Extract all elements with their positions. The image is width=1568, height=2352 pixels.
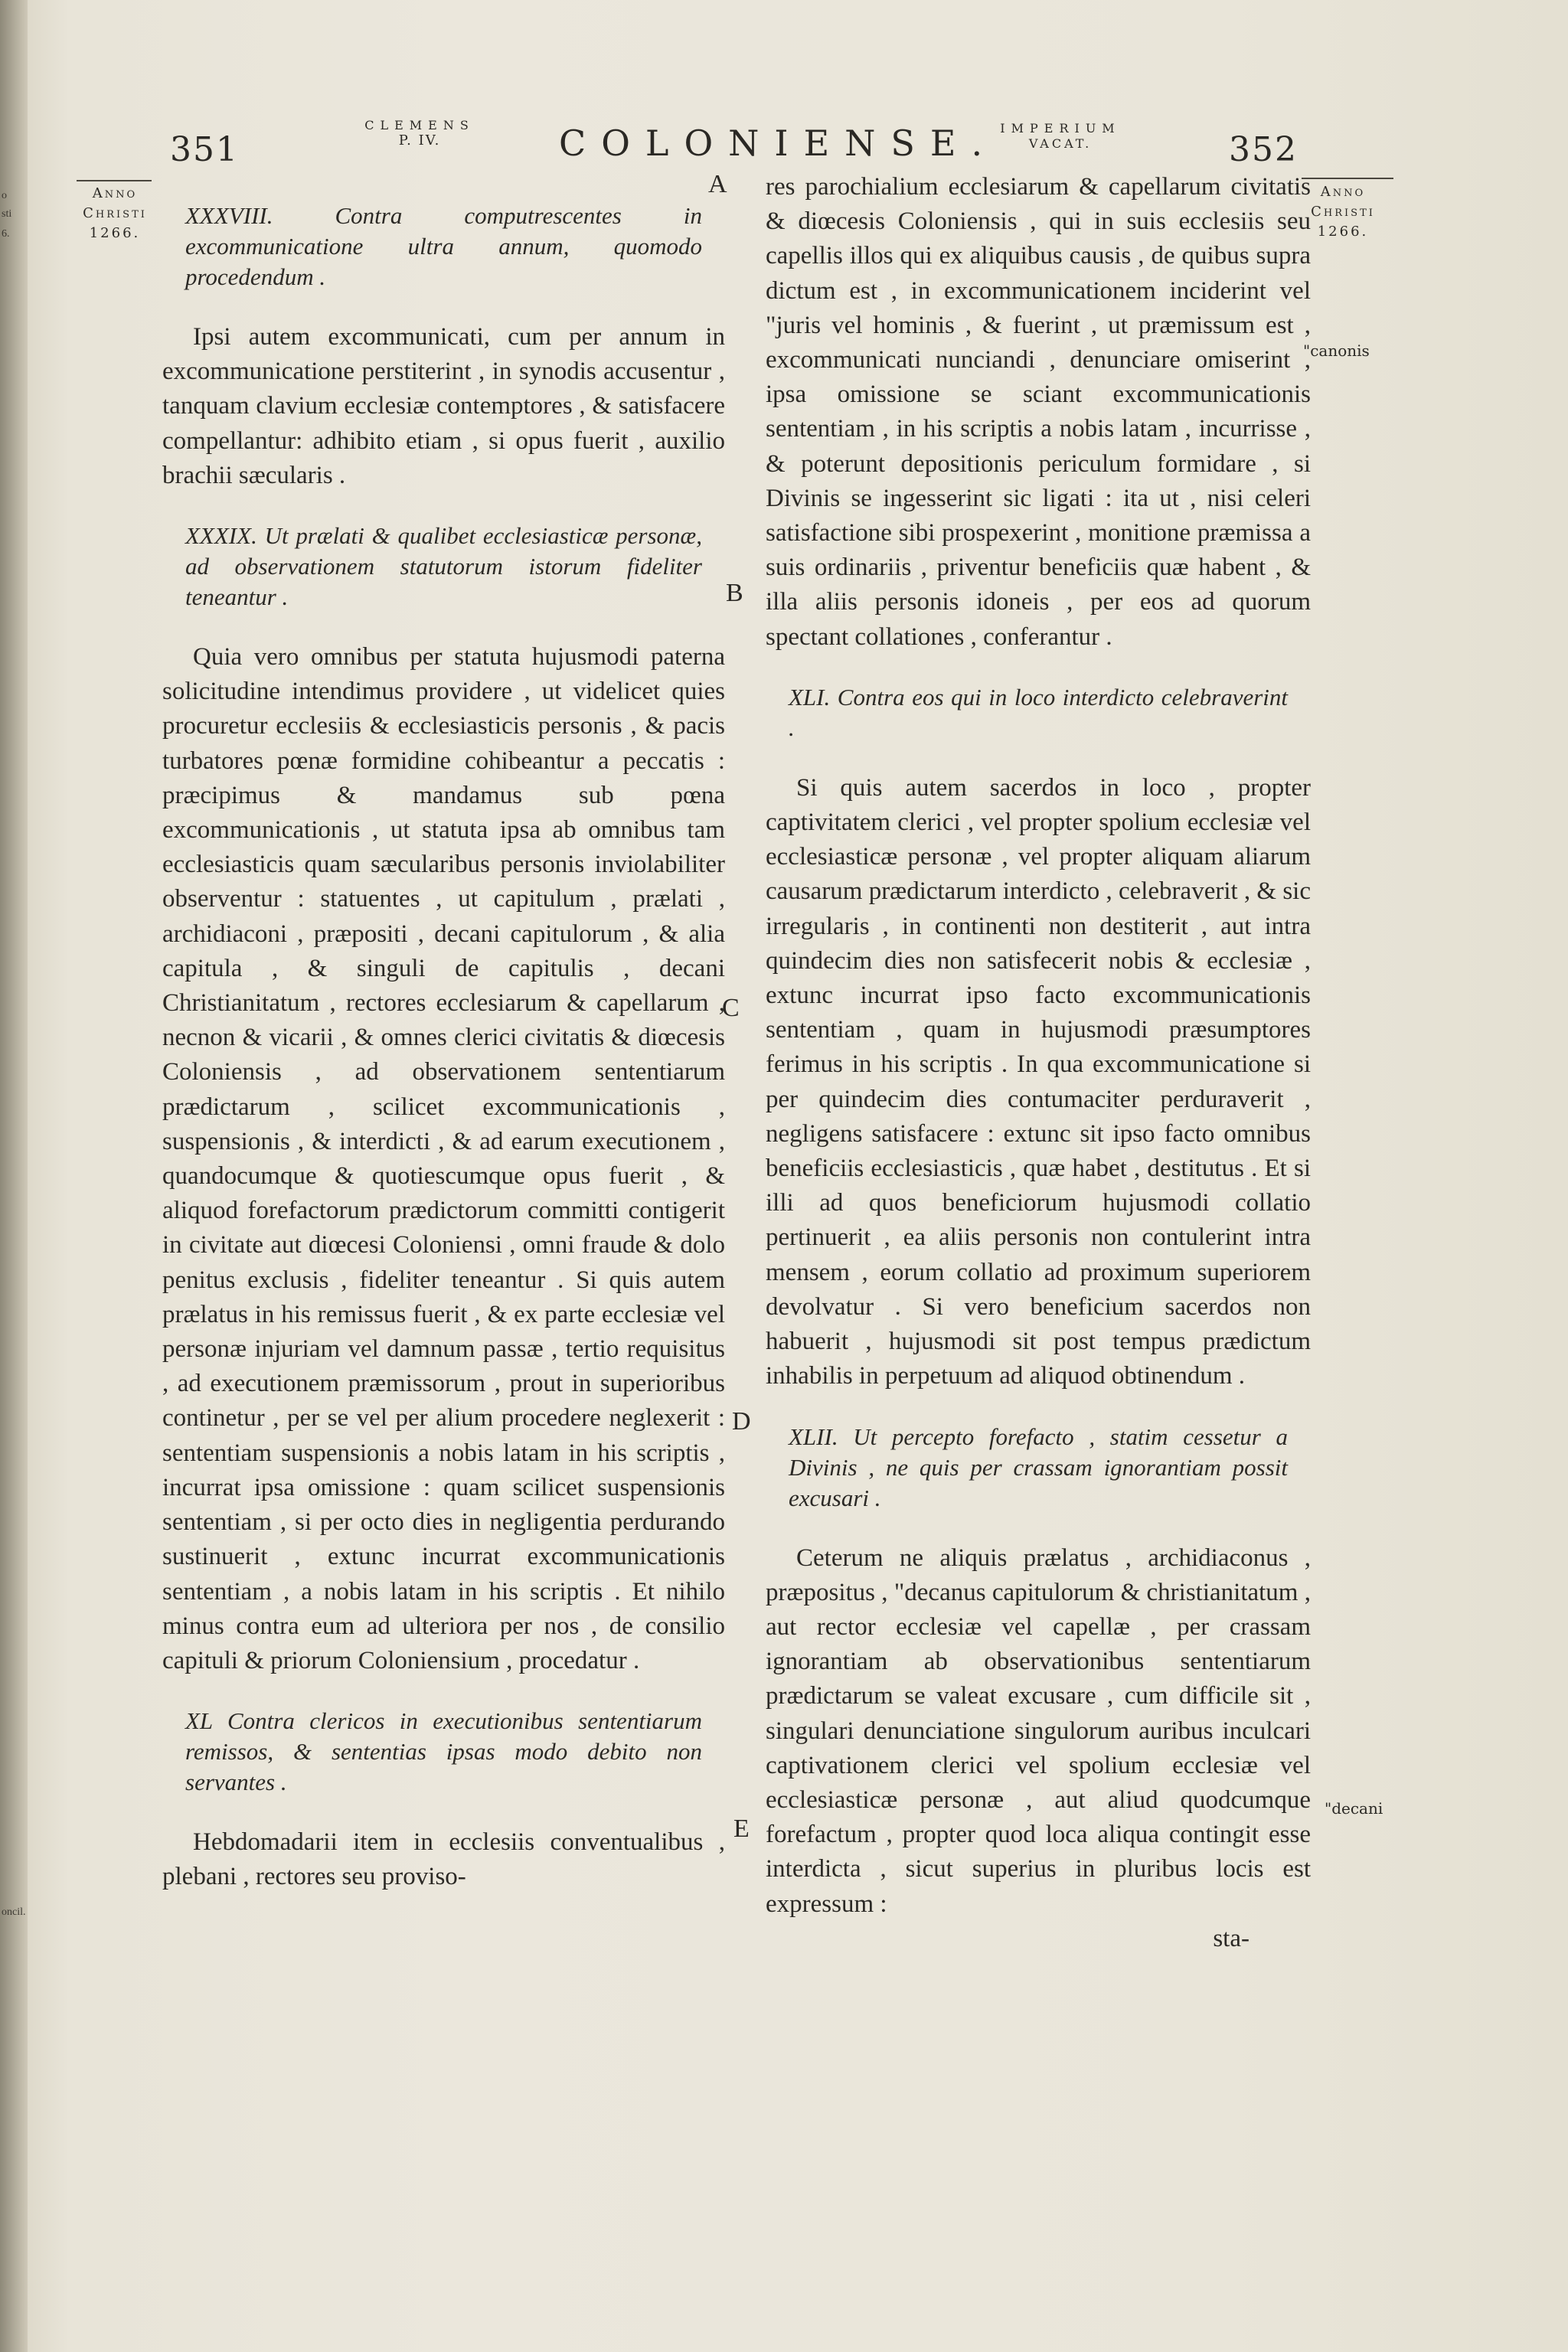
chapter-heading-41: XLI. Contra eos qui in loco interdicto celebraverint . bbox=[789, 683, 1288, 741]
page-number-right: 352 bbox=[1229, 130, 1298, 169]
pope-number: P. IV. bbox=[398, 132, 441, 149]
right-column bbox=[766, 170, 1311, 1956]
christi-label: Christi bbox=[83, 205, 147, 221]
strip-text: oncil. bbox=[2, 1906, 26, 1918]
chapter-heading-39: XXXIX. Ut prælati & qualibet ecclesiasticæ personæ, ad observationem statutorum istorum fideliter teneantur . bbox=[185, 522, 702, 611]
section-letter-a: A bbox=[708, 170, 727, 198]
spacer bbox=[766, 1514, 1311, 1541]
margin-variant-canonis: "canonis bbox=[1303, 341, 1370, 360]
chapter-text-40-start: Hebdomadarii item in ecclesiis conventualibus , plebani , rectores seu proviso- bbox=[162, 1828, 725, 1891]
chapter-heading-38: XXXVIII. Contra computrescentes in excommunicatione ultra annum, quomodo procedendum . bbox=[185, 202, 702, 290]
margin-rule-left bbox=[77, 180, 152, 181]
chapter-text-40-cont: res parochialium ecclesiarum & capellarum civitatis & diœcesis Coloniensis , qui in suis ecclesiis seu capellis illos qui ex aliquibus causis , de quibus supra dictum est , in excommunicationem inciderint vel "juris vel hominis , & fuerint , ut præmissum est , excommunicati nunciandi , denunciare omiserint , ipsa omissione se sciant excommunicationis sententiam , in his scriptis a nobis latam , incurrisse , & poterunt depositionis periculum formidare , si Divinis se ingesserint sic ligati : ita ut , nisi celeri satisfactione sibi prospexerint , monitione præmissa a suis ordinariis , priventur beneficiis quæ habent , & illa aliis personis idoneis , per eos ad quorum spectant collationes , conferantur . bbox=[766, 173, 1311, 651]
margin-variant-decani: "decani bbox=[1325, 1799, 1383, 1818]
chapter-heading-42: XLII. Ut percepto forefacto , statim cessetur a Divinis , ne quis per crassam ignorantiam possit excusari . bbox=[789, 1423, 1288, 1511]
page-header bbox=[0, 115, 1568, 176]
strip-text: sti bbox=[2, 208, 12, 220]
margin-year-right bbox=[1302, 182, 1384, 242]
section-letter-e: E bbox=[733, 1815, 750, 1843]
chapter-heading-40: XL Contra clericos in executionibus sententiarum remissos, & sententias ipsas modo debito non servantes . bbox=[185, 1707, 702, 1796]
year-label: 1266. bbox=[89, 225, 141, 241]
spacer bbox=[766, 655, 1311, 682]
spacer bbox=[766, 743, 1311, 771]
spacer bbox=[162, 493, 725, 521]
year-label: 1266. bbox=[1317, 224, 1369, 240]
empire-status: VACAT. bbox=[1028, 136, 1093, 151]
empire-name: IMPERIUM bbox=[1000, 121, 1121, 136]
section-letter-d: D bbox=[732, 1407, 751, 1436]
chapter-text-41: Si quis autem sacerdos in loco , propter captivitatem clerici , vel propter spolium ecclesiæ vel ecclesiasticæ personæ , vel propter aliquam aliarum causarum prædictarum interdicto , celebraverit , & sic irregularis , in continenti non destiterit , aut intra quindecim dies non satisfecerit nobis & ecclesiæ , extunc incurrat ipso facto excommunicationis sententiam , quam in hujusmodi præsumptores ferimus in his scriptis . In qua excommunicatione si per quindecim dies contumaciter perduraverit , negligens satisfacere : extunc sit ipso facto omnibus beneficiis ecclesiasticis , quæ habet , destitutus . Et si illi ad quos beneficiorum hujusmodi collatio pertinuerit , ea aliis personis non contulerint intra mensem , eorum collatio ad proximum superiorem devolvatur . Si vero beneficium sacerdos non habuerit , hujusmodi sit post tempus prædictum inhabilis in perpetuum ad aliquod obtinendum . bbox=[766, 773, 1311, 1390]
section-letter-b: B bbox=[726, 579, 743, 607]
chapter-text-38: Ipsi autem excommunicati, cum per annum in excommunicatione perstiterint , in synodis accusentur , tanquam clavium ecclesiæ contemptores , & satisfacere compellantur: adhibito etiam , si opus fuerit , auxilio brachii sæcularis . bbox=[162, 323, 725, 489]
margin-year-left bbox=[75, 184, 155, 243]
catchword: sta- bbox=[1213, 1924, 1250, 1952]
section-letter-c: C bbox=[722, 994, 740, 1022]
empire-label bbox=[972, 121, 1148, 152]
running-title: COLONIENSE. bbox=[559, 122, 998, 164]
christi-label: Christi bbox=[1311, 204, 1375, 220]
spacer bbox=[162, 1798, 725, 1825]
spacer bbox=[162, 1678, 725, 1706]
margin-rule-right bbox=[1302, 178, 1393, 179]
adjacent-page-edge bbox=[0, 0, 28, 2352]
anno-label: Anno bbox=[1320, 184, 1366, 200]
strip-text: 6. bbox=[2, 228, 10, 240]
spacer bbox=[162, 612, 725, 640]
spacer bbox=[162, 292, 725, 320]
page-number-left: 351 bbox=[170, 130, 239, 169]
strip-text: o bbox=[2, 190, 7, 201]
spacer bbox=[766, 1394, 1311, 1422]
pope-label bbox=[351, 118, 488, 149]
chapter-text-42: Ceterum ne aliquis prælatus , archidiaconus , præpositus , "decanus capitulorum & christianitatum , aut rector ecclesiæ vel capellæ , per crassam ignorantiam ab observationibus sententiarum prædictarum se valeat excusare , cum difficile sit , singulari denunciatione singulorum auribus inculcari captivationem clerici vel spolium ecclesiæ vel ecclesiasticæ personæ , aut aliud quodcumque forefactum , propter quod loca aliqua contingit esse interdicta , sicut superius in pluribus locis est expressum : bbox=[766, 1544, 1311, 1918]
chapter-text-39: Quia vero omnibus per statuta hujusmodi paterna solicitudine intendimus providere , ut videlicet quies procuretur ecclesiis & ecclesiasticis personis , & pacis turbatores pœnæ formidine cohibeantur a peccatis : præcipimus & mandamus sub pœna excommunicationis , ut statuta ipsa ab omnibus tam ecclesiasticis quam sæcularibus personis inviolabiliter observentur : statuentes , ut capitulum , prælati , archidiaconi , præpositi , decani capitulorum , & alia capitula , & singuli de capitulis , decani Christianitatum , rectores ecclesiarum & capellarum , necnon & vicarii , & omnes clerici civitatis & diœcesis Coloniensis , ad observationem sententiarum prædictarum , scilicet excommunicationis , suspensionis , & interdicti , & ad earum executionem , quandocumque & quotiescumque opus fuerit , & aliquod forefactorum prædictorum committi contigerit in civitate aut diœcesi Coloniensi , omni fraude & dolo penitus exclusis , fideliter teneantur . Si quis autem prælatus in his remissus fuerit , & ex parte ecclesiæ vel personæ injuriam vel damnum passæ , tertio requisitus , ad executionem præmissorum , prout in superioribus continetur , per se vel per alium procedere neglexerit : sententiam suspensionis a nobis latam in his scriptis , incurrat ipsa omissione : quam scilicet suspensionis sententiam , si per octo dies in negligentia perdurando sustinuerit , extunc incurrat excommunicationis sententiam , a nobis latam in his scriptis . Et nihilo minus contra eum ad ulteriora per nos , de consilio capituli & priorum Coloniensium , procedatur . bbox=[162, 643, 725, 1674]
left-column bbox=[162, 201, 725, 1895]
pope-name: CLEMENS bbox=[364, 118, 475, 132]
anno-label: Anno bbox=[92, 185, 138, 201]
